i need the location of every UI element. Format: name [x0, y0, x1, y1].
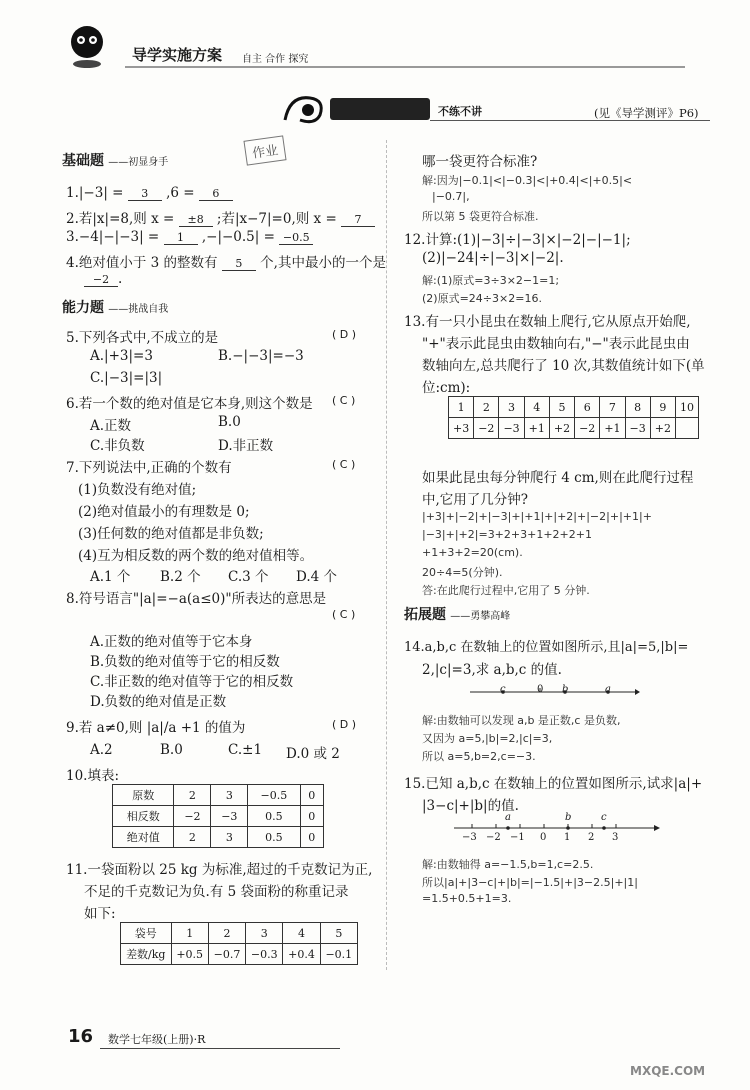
q11-solution-3: 所以第 5 袋更符合标准.: [422, 210, 539, 223]
q13-solution-4: 20÷4=5(分钟).: [422, 566, 503, 579]
table-cell: 2: [174, 785, 211, 806]
q8-option-c: C.非正数的绝对值等于它的相反数: [90, 674, 294, 690]
q8-option-b: B.负数的绝对值等于它的相反数: [90, 654, 280, 670]
q14-label-c: c: [500, 684, 506, 695]
q12-solution-2: (2)原式=24÷3×2=16.: [422, 292, 542, 305]
table-cell: 绝对值: [113, 827, 174, 848]
section-extend: [404, 604, 510, 628]
question-14-line-1: 14.a,b,c 在数轴上的位置如图所示,且|a|=5,|b|=: [404, 640, 689, 655]
q15-tick: 3: [612, 832, 619, 843]
table-cell: 3: [246, 923, 283, 944]
q15-solution-1: 解:由数轴得 a=−1.5,b=1,c=2.5.: [422, 858, 594, 871]
table-cell: 0: [300, 785, 323, 806]
q14-label-0: 0: [537, 684, 544, 695]
section-extend-sub: ——勇攀高峰: [450, 611, 511, 622]
table-cell: −3: [211, 806, 248, 827]
question-12: 12.计算:(1)|−3|÷|−3|×|−2|−|−1|;: [404, 232, 631, 248]
banner-swirl-icon: [280, 90, 330, 128]
q15-tick: 0: [540, 832, 547, 843]
table-cell: 7: [600, 397, 625, 418]
table-cell: +1: [524, 418, 549, 439]
q14-solution-1: 解:由数轴可以发现 a,b 是正数,c 是负数,: [422, 714, 621, 727]
q6-option-a: A.正数: [90, 418, 132, 434]
table-cell: 3: [499, 397, 524, 418]
footer-course: 数学七年级(上册)·R: [108, 1033, 206, 1046]
table-cell: 10: [675, 397, 698, 418]
q7-item-4: (4)互为相反数的两个数的绝对值相等。: [78, 548, 314, 564]
table-cell: +2: [650, 418, 675, 439]
q7-option-a: A.1 个: [90, 569, 131, 585]
table-cell: 袋号: [121, 923, 172, 944]
footer-rule: [100, 1048, 340, 1049]
table-cell: 原数: [113, 785, 174, 806]
question-4: 4.绝对值小于 3 的整数有 5 个,其中最小的一个是: [66, 255, 386, 271]
table-cell: 相反数: [113, 806, 174, 827]
table-cell: 1: [171, 923, 208, 944]
table-cell: +3: [449, 418, 474, 439]
section-basic-sub: ——初显身手: [108, 157, 169, 168]
question-5: 5.下列各式中,不成立的是: [66, 330, 219, 346]
table-row: [121, 923, 358, 944]
q15-label-a: a: [505, 812, 511, 823]
q6-option-b: B.0: [218, 414, 241, 430]
q12-solution-1: 解:(1)原式=3÷3×2−1=1;: [422, 274, 560, 287]
table-cell: 4: [283, 923, 320, 944]
question-14-line-2: 2,|c|=3,求 a,b,c 的值.: [422, 662, 562, 678]
column-divider: [386, 140, 387, 970]
table-cell: 0.5: [248, 827, 300, 848]
q15-tick: −2: [486, 832, 501, 843]
q8-option-d: D.负数的绝对值是正数: [90, 694, 227, 710]
table-11: [120, 922, 358, 965]
question-9-answer: ( D ): [332, 718, 357, 731]
q6-option-c: C.非负数: [90, 438, 145, 454]
table-cell: 0: [300, 827, 323, 848]
table-cell: 2: [174, 827, 211, 848]
question-11-line-2: 不足的千克数记为负.有 5 袋面粉的称重记录: [84, 884, 349, 900]
question-6-answer: ( C ): [332, 394, 356, 407]
brand-title: 导学实施方案: [132, 46, 223, 64]
q15-label-b: b: [565, 812, 572, 823]
q7-item-1: (1)负数没有绝对值;: [78, 482, 197, 498]
table-cell: 6: [575, 397, 600, 418]
q11-solution-1: 解:因为|−0.1|<|−0.3|<|+0.4|<|+0.5|<: [422, 174, 633, 187]
question-12-part-2: (2)|−24|÷|−3|×|−2|.: [422, 250, 564, 266]
question-13-line-5: 如果此昆虫每分钟爬行 4 cm,则在此爬行过程: [422, 470, 694, 486]
table-cell: +0.4: [283, 944, 320, 965]
q14-label-a: a: [605, 684, 611, 695]
q7-option-c: C.3 个: [228, 569, 269, 585]
table-row: [449, 418, 699, 439]
table-row: [113, 827, 324, 848]
q14-solution-3: 所以 a=5,b=2,c=−3.: [422, 750, 536, 763]
q15-tick: 1: [564, 832, 571, 843]
q7-item-2: (2)绝对值最小的有理数是 0;: [78, 504, 250, 520]
logo-icon: [62, 20, 112, 70]
table-cell: −0.3: [246, 944, 283, 965]
table-cell: −2: [575, 418, 600, 439]
q14-solution-2: 又因为 a=5,|b|=2,|c|=3,: [422, 732, 553, 745]
q15-solution-3: =1.5+0.5+1=3.: [422, 892, 512, 905]
question-15-line-2: |3−c|+|b|的值.: [422, 798, 519, 814]
q9-option-c: C.±1: [228, 742, 263, 758]
table-cell: 1: [449, 397, 474, 418]
table-cell: −2: [474, 418, 499, 439]
q6-option-d: D.非正数: [218, 438, 274, 454]
table-cell: +1: [600, 418, 625, 439]
question-7-answer: ( C ): [332, 458, 356, 471]
table-cell: −3: [499, 418, 524, 439]
q7-item-3: (3)任何数的绝对值都是非负数;: [78, 526, 264, 542]
table-cell: 0.5: [248, 806, 300, 827]
page-number: 16: [68, 1026, 94, 1047]
q14-number-line: [470, 678, 640, 706]
table-cell: 3: [211, 785, 248, 806]
question-11-line-3: 如下:: [84, 906, 116, 922]
q13-solution-5: 答:在此爬行过程中,它用了 5 分钟.: [422, 584, 590, 597]
q7-option-b: B.2 个: [160, 569, 201, 585]
table-cell: 0: [300, 806, 323, 827]
question-5-answer: ( D ): [332, 328, 357, 341]
table-cell: −3: [625, 418, 650, 439]
watermark: MXQE.COM: [630, 1064, 706, 1078]
q5-option-a: A.|+3|=3: [90, 348, 153, 364]
section-ability-title: 能力题: [62, 300, 104, 316]
table-row: [113, 806, 324, 827]
banner-block: [330, 98, 430, 120]
table-row: [121, 944, 358, 965]
q9-option-d: D.0 或 2: [286, 746, 340, 762]
q15-label-c: c: [601, 812, 607, 823]
question-13-line-3: 数轴向左,总共爬行了 10 次,其数值统计如下(单: [422, 358, 705, 374]
table-row: [113, 785, 324, 806]
question-13-line-1: 13.有一只小昆虫在数轴上爬行,它从原点开始爬,: [404, 314, 691, 330]
q5-option-c: C.|−3|=|3|: [90, 370, 163, 386]
question-3: 3.−4|−|−3| = 1 ,−|−0.5| = −0.5: [66, 229, 313, 245]
q14-label-b: b: [562, 684, 569, 695]
question-4-answer: −2 .: [84, 271, 122, 287]
table-cell: 5: [549, 397, 574, 418]
table-cell: 差数/kg: [121, 944, 172, 965]
q15-solution-2: 所以|a|+|3−c|+|b|=|−1.5|+|3−2.5|+|1|: [422, 876, 638, 889]
table-cell: +0.5: [171, 944, 208, 965]
q5-option-b: B.−|−3|=−3: [218, 348, 304, 364]
table-cell: [675, 418, 698, 439]
question-9: 9.若 a≠0,则 |a|/a +1 的值为: [66, 720, 246, 736]
table-cell: 5: [320, 923, 357, 944]
question-2: 2.若|x|=8,则 x = ±8 ;若|x−7|=0,则 x = 7: [66, 207, 375, 227]
section-basic-title: 基础题: [62, 153, 104, 169]
question-8: 8.符号语言"|a|=−a(a≤0)"所表达的意思是: [66, 591, 327, 607]
table-cell: −2: [174, 806, 211, 827]
section-extend-title: 拓展题: [404, 607, 446, 623]
question-10: 10.填表:: [66, 768, 120, 784]
table-cell: +2: [549, 418, 574, 439]
brand-tags: 自主 合作 探究: [242, 54, 309, 65]
q13-solution-3: +1+3+2=20(cm).: [422, 546, 523, 559]
q9-option-a: A.2: [90, 742, 113, 758]
table-cell: −0.7: [208, 944, 245, 965]
q7-option-d: D.4 个: [296, 569, 338, 585]
q15-tick: −1: [510, 832, 525, 843]
question-11-line-1: 11.一袋面粉以 25 kg 为标准,超过的千克数记为正,: [66, 862, 373, 878]
question-7: 7.下列说法中,正确的个数有: [66, 460, 232, 476]
table-row: [449, 397, 699, 418]
section-basic: [62, 150, 168, 174]
q13-solution-2: |−3|+|+2|=3+2+3+1+2+2+1: [422, 528, 592, 541]
q11-continued: 哪一袋更符合标准?: [422, 154, 538, 170]
reference-note: (见《导学测评》P6): [594, 106, 699, 120]
q11-solution-2: |−0.7|,: [432, 190, 470, 203]
question-8-answer: ( C ): [332, 608, 356, 621]
table-cell: −0.1: [320, 944, 357, 965]
table-cell: 9: [650, 397, 675, 418]
section-ability-sub: ——挑战自我: [108, 304, 169, 315]
table-cell: 2: [474, 397, 499, 418]
q9-option-b: B.0: [160, 742, 183, 758]
table-cell: 4: [524, 397, 549, 418]
question-13-line-4: 位:cm):: [422, 380, 471, 396]
question-1: 1.|−3| = 3 ,6 = 6: [66, 185, 233, 201]
section-ability: [62, 297, 168, 321]
q15-tick: 2: [588, 832, 595, 843]
table-cell: −0.5: [248, 785, 300, 806]
question-15-line-1: 15.已知 a,b,c 在数轴上的位置如图所示,试求|a|+: [404, 776, 703, 792]
q13-solution-1: |+3|+|−2|+|−3|+|+1|+|+2|+|−2|+|+1|+: [422, 510, 652, 523]
table-cell: 3: [211, 827, 248, 848]
table-cell: 8: [625, 397, 650, 418]
q8-option-a: A.正数的绝对值等于它本身: [90, 634, 253, 650]
q15-number-line: [454, 812, 660, 848]
banner-right-text: 不练不讲: [438, 105, 482, 118]
table-10: [112, 784, 324, 848]
table-cell: 2: [208, 923, 245, 944]
homework-stamp: 作业: [243, 135, 286, 165]
table-13: [448, 396, 699, 439]
question-13-line-2: "+"表示此昆虫由数轴向右,"−"表示此昆虫由: [422, 336, 690, 352]
question-13-line-6: 中,它用了几分钟?: [422, 492, 529, 508]
question-6: 6.若一个数的绝对值是它本身,则这个数是: [66, 396, 313, 412]
header-rule: [125, 66, 685, 68]
q15-tick: −3: [462, 832, 477, 843]
